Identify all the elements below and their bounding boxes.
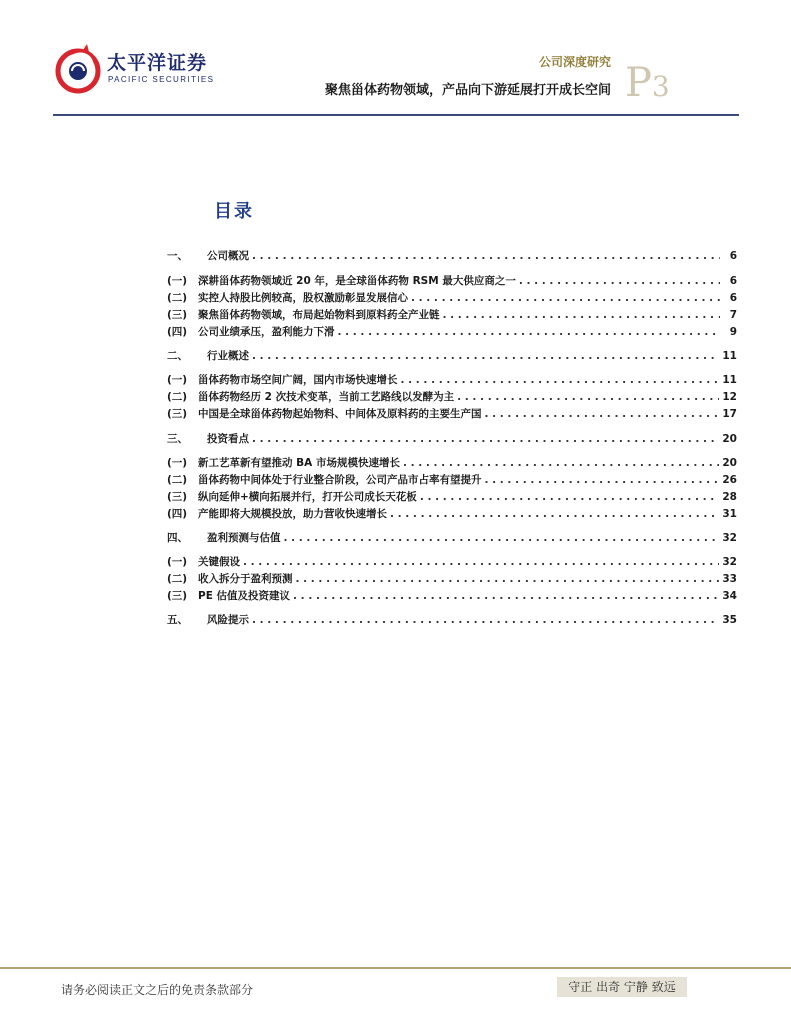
toc-page-number: 32 [722, 556, 737, 568]
toc-section-number: (四) [167, 326, 188, 338]
toc-chapter-4[interactable] [167, 530, 737, 545]
toc-section-label: 纵向延伸+横向拓展并行，打开公司成长天花板 [198, 491, 417, 503]
toc-chapter-3[interactable] [167, 431, 737, 446]
toc-page-number: 6 [729, 292, 737, 304]
toc-dot-leader [293, 590, 719, 602]
toc-section-number: (二) [167, 573, 188, 585]
document-type: 公司深度研究 [538, 55, 611, 69]
toc-dot-leader [252, 433, 719, 445]
toc-section-1-2[interactable] [167, 290, 737, 305]
toc-section-label: 实控人持股比例较高，股权激励彰显发展信心 [198, 292, 408, 304]
toc-dot-leader [457, 391, 719, 403]
toc-dot-leader [443, 309, 721, 321]
toc-page-number: 28 [722, 491, 737, 503]
toc-section-label: PE 估值及投资建议 [198, 590, 291, 602]
toc-dot-leader [420, 491, 720, 503]
toc-section-label: 公司业绩承压，盈利能力下滑 [198, 326, 335, 338]
toc-section-number: (二) [167, 391, 188, 403]
toc-page-number: 26 [722, 474, 737, 486]
toc-section-4-2[interactable] [167, 571, 737, 586]
toc-dot-leader [284, 532, 720, 544]
toc-section-4-3[interactable] [167, 588, 737, 603]
toc-section-label: 甾体药物经历 2 次技术变革，当前工艺路线以发酵为主 [198, 391, 455, 403]
toc-section-number: (三) [167, 491, 188, 503]
company-logo [53, 42, 213, 96]
logo-english-name: PACIFIC SECURITIES [108, 75, 215, 84]
toc-section-2-2[interactable] [167, 389, 737, 404]
toc-page-number: 6 [729, 250, 737, 262]
toc-page-number: 12 [722, 391, 737, 403]
toc-chapter-label: 公司概况 [207, 250, 249, 262]
toc-page-number: 9 [729, 326, 737, 338]
toc-section-3-4[interactable] [167, 506, 737, 521]
footer-disclaimer: 请务必阅读正文之后的免责条款部分 [61, 983, 254, 997]
toc-chapter-label: 风险提示 [207, 614, 249, 626]
toc-section-2-1[interactable] [167, 372, 737, 387]
toc-dot-leader [485, 408, 720, 420]
toc-heading: 目录 [214, 201, 254, 222]
toc-page-number: 32 [722, 532, 737, 544]
toc-section-label: 收入拆分于盈利预测 [198, 573, 293, 585]
toc-section-label: 深耕甾体药物领域近 20 年，是全球甾体药物 RSM 最大供应商之一 [198, 275, 516, 287]
pacific-securities-logo-icon [53, 42, 103, 96]
toc-section-2-3[interactable] [167, 406, 737, 421]
toc-section-number: (一) [167, 457, 188, 469]
toc-chapter-number: 三、 [167, 433, 188, 445]
toc-chapter-number: 二、 [167, 350, 188, 362]
toc-section-number: (四) [167, 508, 188, 520]
toc-section-number: (一) [167, 556, 188, 568]
toc-section-number: (三) [167, 590, 188, 602]
toc-page-number: 17 [722, 408, 737, 420]
toc-dot-leader [519, 275, 720, 287]
toc-dot-leader [401, 374, 720, 386]
toc-dot-leader [252, 614, 719, 626]
toc-section-number: (三) [167, 309, 188, 321]
toc-page-number: 11 [722, 350, 737, 362]
toc-page-number: 20 [722, 457, 737, 469]
toc-section-number: (二) [167, 292, 188, 304]
toc-chapter-number: 五、 [167, 614, 188, 626]
toc-section-number: (二) [167, 474, 188, 486]
toc-chapter-label: 盈利预测与估值 [207, 532, 281, 544]
toc-section-number: (三) [167, 408, 188, 420]
toc-page-number: 7 [729, 309, 737, 321]
toc-page-number: 34 [722, 590, 737, 602]
toc-section-label: 关键假设 [198, 556, 240, 568]
toc-dot-leader [338, 326, 721, 338]
toc-page-number: 20 [722, 433, 737, 445]
toc-chapter-label: 投资看点 [207, 433, 249, 445]
toc-dot-leader [252, 250, 720, 262]
toc-section-number: (一) [167, 275, 188, 287]
toc-section-4-1[interactable] [167, 554, 737, 569]
toc-chapter-5[interactable] [167, 612, 737, 627]
report-title: 聚焦甾体药物领域，产品向下游延展打开成长空间 [324, 83, 611, 98]
toc-section-label: 甾体药物市场空间广阔，国内市场快速增长 [198, 374, 398, 386]
toc-chapter-number: 四、 [167, 532, 188, 544]
footer-motto: 守正 出奇 宁静 致远 [557, 977, 687, 997]
toc-section-1-1[interactable] [167, 273, 737, 288]
toc-dot-leader [485, 474, 720, 486]
toc-chapter-1[interactable] [167, 248, 737, 263]
toc-dot-leader [252, 350, 719, 362]
toc-chapter-number: 一、 [167, 250, 188, 262]
toc-dot-leader [296, 573, 720, 585]
toc-page-number: 33 [722, 573, 737, 585]
page-letter: P [625, 60, 652, 106]
toc-page-number: 35 [722, 614, 737, 626]
toc-section-3-1[interactable] [167, 455, 737, 470]
toc-section-label: 产能即将大规模投放，助力营收快速增长 [198, 508, 387, 520]
toc-section-label: 新工艺革新有望推动 BA 市场规模快速增长 [198, 457, 400, 469]
toc-section-1-3[interactable] [167, 307, 737, 322]
toc-chapter-label: 行业概述 [207, 350, 249, 362]
toc-section-1-4[interactable] [167, 324, 737, 339]
toc-section-3-3[interactable] [167, 489, 737, 504]
footer-divider [0, 967, 791, 969]
toc-section-3-2[interactable] [167, 472, 737, 487]
toc-chapter-2[interactable] [167, 348, 737, 363]
logo-chinese-name: 太平洋证券 [107, 52, 208, 74]
toc-section-label: 聚焦甾体药物领域，布局起始物料到原料药全产业链 [198, 309, 440, 321]
toc-page-number: 11 [722, 374, 737, 386]
toc-page-number: 6 [729, 275, 737, 287]
page-marker [625, 60, 670, 106]
page-number: 3 [651, 70, 670, 103]
toc-dot-leader [403, 457, 719, 469]
header-divider [53, 114, 739, 116]
toc-dot-leader [411, 292, 720, 304]
toc-page-number: 31 [722, 508, 737, 520]
toc-dot-leader [243, 556, 719, 568]
toc-section-number: (一) [167, 374, 188, 386]
toc-section-label: 甾体药物中间体处于行业整合阶段，公司产品市占率有望提升 [198, 474, 482, 486]
toc-dot-leader [390, 508, 719, 520]
toc-section-label: 中国是全球甾体药物起始物料、中间体及原料药的主要生产国 [198, 408, 482, 420]
